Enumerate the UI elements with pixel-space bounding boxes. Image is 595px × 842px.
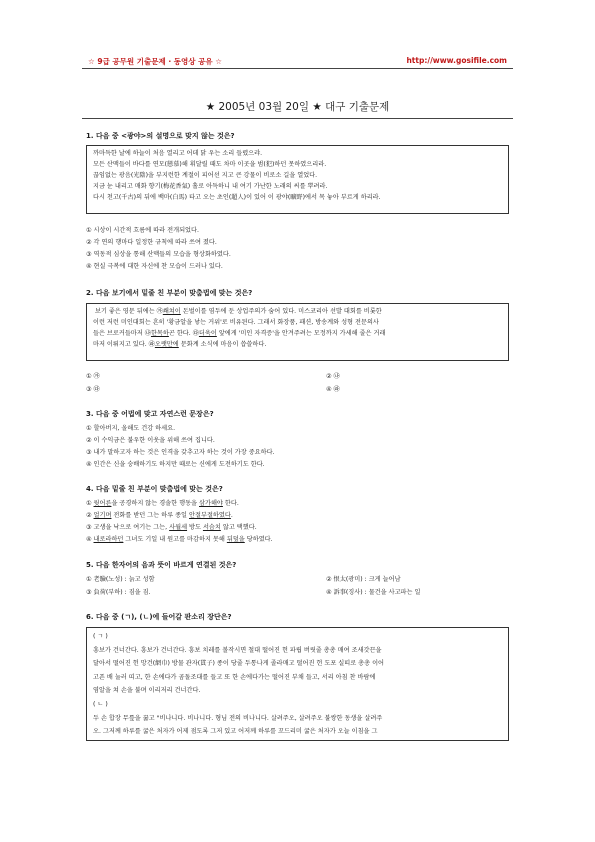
- page-title: ★ 2005년 03월 20일 ★ 대구 기출문제: [205, 101, 390, 113]
- option-2: ② ㉯: [326, 373, 340, 380]
- header-left-text: ☆ 9급 공무원 기출문제 · 동영상 공유 ☆: [88, 57, 222, 66]
- option-2: ② 이 수익금은 불우한 이웃을 위해 쓰여 집니다.: [86, 437, 215, 444]
- underlined-word: 오랫만에: [154, 341, 179, 348]
- question-2-passage: [86, 303, 509, 361]
- title-divider: [82, 118, 513, 119]
- option-3: ③ 負荷(부하) : 짐을 짐.: [86, 589, 151, 596]
- option-1: ① 시상이 시간적 흐름에 따라 전개되었다.: [86, 227, 199, 234]
- underlined-word: 더욱이: [198, 330, 217, 337]
- option-4: ④ 현실 극복에 대한 자신에 찬 모습이 드러나 있다.: [86, 263, 223, 270]
- question-6: 6. 다음 중 (ㄱ), (ㄴ)에 들어갈 판소리 장단은?: [86, 613, 232, 621]
- passage-line: 끊임없는 광음(光陰)을 부지런한 계절이 피어선 지고 큰 강물이 비로소 길을 열었다.: [93, 172, 318, 179]
- option-3: ③ 고생을 낙으로 여기는 그는, 사월세 방도 서슴치 않고 택했다.: [86, 524, 257, 531]
- passage-line: 오. 그저께 하루를 굶은 처자가 어제 점도록 그저 있고 어저께 하루를 꼬드리미 굶은 처자가 오늘 이침을 그: [93, 728, 378, 736]
- passage-line: 달아서 떨어진 헌 망건(網巾) 방물 관자(貫子) 종이 당줄 두통나게 졸라매고 떨어진 헌 도포 실띠로 총총 이어: [93, 660, 385, 668]
- option-1: ① 윗어른을 공경하지 않는 경솔한 행동을 삼가해야 한다.: [86, 500, 239, 507]
- passage-line: 두 손 합장 무릎을 꿇고 "비나니다. 비나니다. 형님 전의 비나니다. 살려주오, 살려주오 불쌍한 동생을 살려주: [93, 714, 383, 722]
- option-3: ③ 내가 말하고자 하는 것은 인격을 갖추고자 하는 것이 가장 중요하다.: [86, 449, 275, 456]
- passage-blank-label: ( ㄴ ): [93, 700, 108, 708]
- passage-line: 까마득한 날에 하늘이 처음 열리고 어데 닭 우는 소리 들렸으랴.: [93, 150, 263, 157]
- option-1: ① 老驗(노성) : 늙고 성함: [86, 576, 155, 583]
- option-4: ④ 내로라하던 그녀도 기일 내 원고를 마감하지 못해 뒤덮을 당하였다.: [86, 536, 273, 543]
- question-4: 4. 다음 밑줄 친 부분이 맞춤법에 맞는 것은?: [86, 485, 223, 493]
- header-divider: [82, 68, 513, 69]
- passage-line: 다시 천고(千古)의 뒤에 백마(白馬) 타고 오는 초인(超人)이 있어 이 광야(曠野)에서 목 놓아 부르게 하리라.: [93, 194, 381, 201]
- underlined-word: 쐐쳐이: [162, 308, 181, 315]
- passage-line: 모든 산맥들이 바다를 연모(戀慕)해 휘달릴 때도 차마 이곳을 범(犯)하던 못하였으리라.: [93, 161, 327, 168]
- passage-line: 흥보가 건너간다. 흥보가 건너간다. 흥보 치레를 볼작시면 철대 떨어진 헌 파립 버릿줄 총총 매여 조새갓끈을: [93, 646, 382, 654]
- passage-blank-label: ( ㄱ ): [93, 633, 108, 640]
- option-3: ③ 역동적 심상을 통해 산맥들의 모습을 형상화하였다.: [86, 251, 231, 258]
- underlined-word: 한목하: [150, 330, 169, 337]
- option-3: ③ ㉰: [86, 386, 100, 393]
- passage-line: 들은 브로커들마저 ㉯한목하곤 한다. ㉰더욱이 앞에게 '미인 자격증'을 안겨주려는 모정까지 가세해 줄은 거래: [93, 330, 386, 337]
- question-1: 1. 다음 중 <광야>의 설명으로 맞지 않는 것은?: [86, 132, 235, 140]
- passage-line: 염알을 쳐 손을 불며 이리저리 건너간다.: [93, 687, 201, 695]
- passage-line: 마저 이뤄지고 있다. ㉱오랫만에 문화계 소식에 마음이 씁쓸하다.: [93, 341, 267, 348]
- option-2: ② 恨太(광미) : 크게 늘어남: [326, 576, 401, 583]
- option-4: ④ 인간은 신을 숭배하기도 하지만 때로는 신에게 도전하기도 한다.: [86, 461, 265, 468]
- option-1: ① ㉮: [86, 373, 100, 380]
- option-4: ④ ㉱: [326, 386, 340, 393]
- question-1-passage: [86, 145, 509, 214]
- passage-line: 이런 저런 미인대회는 흔히 '황금알을 낳는 거위'로 비유된다. 그래서 화장품, 패션, 방송계와 성형 전문의사: [93, 319, 379, 326]
- question-5: 5. 다음 한자어의 음과 뜻이 바르게 연결된 것은?: [86, 561, 237, 569]
- option-2: ② 각 연의 행마다 일정한 규칙에 따라 쓰여 졌다.: [86, 239, 217, 246]
- option-4: ④ 訴事(징사) : 물건을 사고파는 일: [326, 589, 421, 596]
- passage-line: 보기 좋은 영문 뒤에는 ㉮쐐쳐이 돈벌이를 염두에 둔 상업주의가 숨어 있다. 미스코리아 선발 대회를 비롯한: [94, 308, 382, 315]
- question-3: 3. 다음 중 어법에 맞고 자연스런 문장은?: [86, 410, 214, 418]
- option-1: ① 할아버지, 올해도 건강 하세요.: [86, 425, 176, 432]
- passage-line: 고픈 배 눌러 띠고, 한 손에다가 곰돌조대를 들고 또 한 손에다가는 떨어진 부채 들고, 서리 아침 찬 바람에: [93, 673, 376, 681]
- passage-line: 지금 눈 내리고 매화 향기(梅花香氣) 홀로 아득하니 내 여기 가난한 노래의 씨를 뿌려라.: [93, 183, 328, 190]
- option-2: ② 얼기며 전화를 받던 그는 하루 종일 안절부절하였다.: [86, 512, 233, 519]
- question-2: 2. 다음 보기에서 밑줄 친 부분이 맞춤법에 맞는 것은?: [86, 289, 253, 297]
- question-6-passage: [86, 627, 509, 741]
- header-site-url[interactable]: http://www.gosifile.com: [406, 56, 507, 65]
